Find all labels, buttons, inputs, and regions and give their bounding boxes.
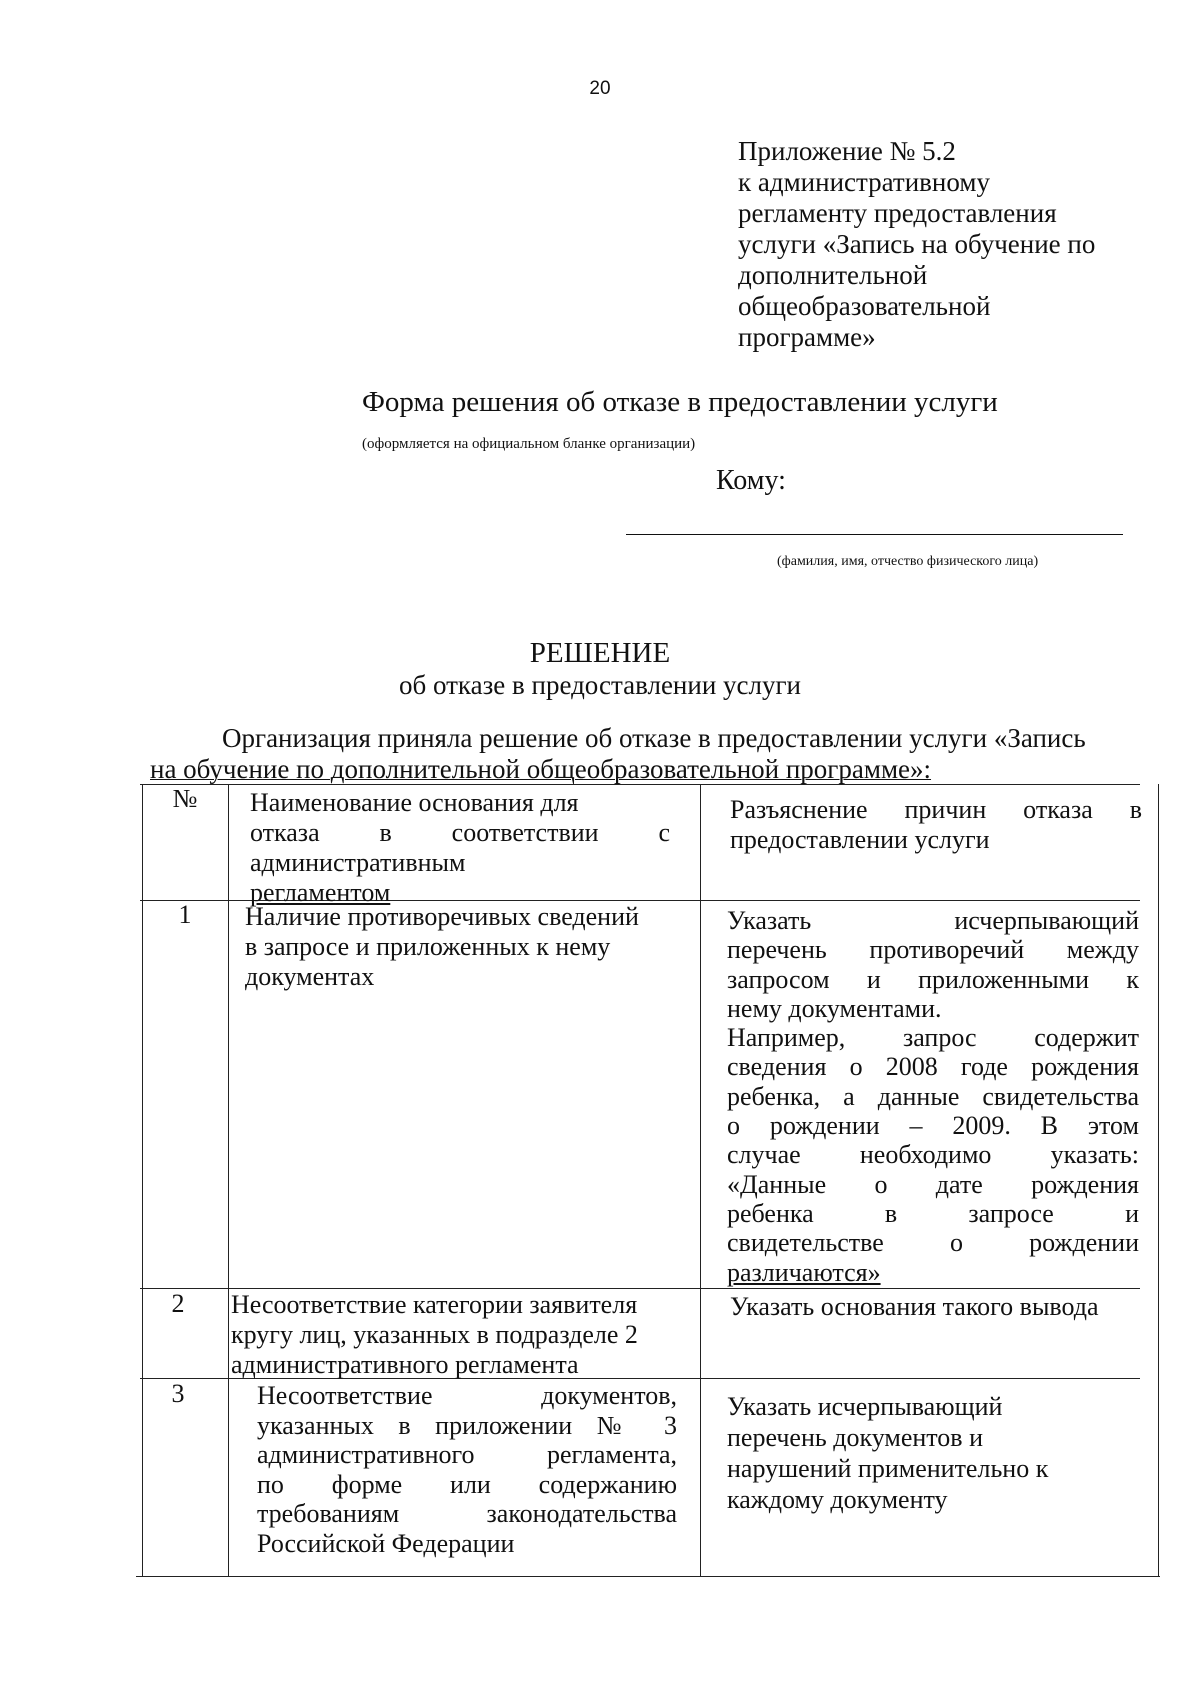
explanation-line: «Данные о дате рождения bbox=[727, 1169, 1139, 1199]
table-border bbox=[1158, 784, 1159, 1576]
intro-line: на обучение по дополнительной общеобразовательной программе»: bbox=[150, 754, 932, 784]
explanation-line: ребенка в запросе и bbox=[727, 1198, 1139, 1228]
appendix-line: программе» bbox=[738, 322, 876, 352]
header-line: регламентом bbox=[250, 878, 391, 907]
explanation-line: Указать исчерпывающий bbox=[727, 906, 1139, 935]
explanation-line: перечень документов и bbox=[727, 1423, 984, 1452]
table-border bbox=[700, 784, 701, 1576]
blank-note: (оформляется на официальном бланке организации) bbox=[362, 436, 696, 452]
table-header-explanation bbox=[730, 795, 1142, 855]
row-reason bbox=[257, 1381, 677, 1558]
table-border bbox=[140, 784, 1140, 785]
row-number: 2 bbox=[171, 1289, 185, 1318]
explanation-line: нарушений применительно к bbox=[727, 1454, 1049, 1483]
reason-line: Наличие противоречивых сведений bbox=[245, 902, 639, 931]
explanation-line: каждому документу bbox=[727, 1485, 948, 1514]
reason-line: в запросе и приложенных к нему bbox=[245, 932, 611, 961]
decision-subtitle: об отказе в предоставлении услуги bbox=[398, 670, 802, 700]
appendix-line: к административному bbox=[738, 167, 990, 197]
explanation-line: нему документами. bbox=[727, 993, 942, 1023]
header-line: предоставлении услуги bbox=[730, 825, 990, 854]
explanation-line: свидетельстве о рождении bbox=[727, 1228, 1139, 1258]
reason-line: Российской Федерации bbox=[257, 1528, 515, 1558]
header-line: Разъяснение причин отказа в bbox=[730, 795, 1142, 824]
explanation-line: Указать основания такого вывода bbox=[730, 1292, 1099, 1321]
explanation-line: различаются» bbox=[727, 1257, 881, 1287]
table-border bbox=[142, 784, 143, 1576]
explanation-line: сведения о 2008 годе рождения bbox=[727, 1052, 1139, 1082]
intro-paragraph bbox=[150, 723, 1140, 785]
explanation-line: Указать исчерпывающий bbox=[727, 1392, 1003, 1421]
recipient-underline bbox=[626, 534, 1123, 535]
reason-line: Несоответствие категории заявителя bbox=[231, 1290, 638, 1319]
row-reason bbox=[245, 902, 675, 992]
row-explanation bbox=[730, 1292, 1150, 1322]
row-explanation bbox=[727, 1391, 1147, 1515]
row-explanation bbox=[727, 906, 1139, 1287]
explanation-line: Например, запрос содержит bbox=[727, 1023, 1139, 1053]
table-border bbox=[228, 784, 229, 1576]
page-number: 20 bbox=[589, 78, 611, 99]
appendix-line: Приложение № 5.2 bbox=[738, 136, 956, 166]
decision-title: РЕШЕНИЕ bbox=[529, 637, 671, 669]
row-reason bbox=[231, 1290, 691, 1380]
header-line: административным bbox=[250, 848, 466, 877]
appendix-line: общеобразовательной bbox=[738, 291, 991, 321]
form-title: Форма решения об отказе в предоставлении услуги bbox=[362, 386, 998, 418]
appendix-line: дополнительной bbox=[738, 260, 928, 290]
recipient-note: (фамилия, имя, отчество физического лица) bbox=[777, 554, 1039, 569]
reason-line: административного регламента bbox=[231, 1350, 579, 1379]
reason-line: Несоответствие документов, bbox=[257, 1381, 677, 1410]
appendix-line: регламенту предоставления bbox=[738, 198, 1057, 228]
reason-line: требованиям законодательства bbox=[257, 1499, 677, 1528]
row-number: 3 bbox=[171, 1379, 185, 1408]
intro-line: Организация приняла решение об отказе в предоставлении услуги «Запись bbox=[222, 723, 1086, 753]
explanation-line: случае необходимо указать: bbox=[727, 1140, 1139, 1170]
header-line: Наименование основания для bbox=[250, 788, 579, 817]
reason-line: документах bbox=[245, 962, 375, 991]
table-border bbox=[140, 1288, 1140, 1289]
reason-line: указанных в приложении № 3 bbox=[257, 1410, 677, 1440]
header-line: отказа в соответствии с bbox=[250, 818, 670, 847]
recipient-label: Кому: bbox=[716, 465, 786, 496]
appendix-caption bbox=[738, 136, 1138, 353]
explanation-line: ребенка, а данные свидетельства bbox=[727, 1081, 1139, 1111]
row-number: 1 bbox=[178, 900, 192, 929]
explanation-line: запросом и приложенными к bbox=[727, 964, 1139, 994]
table-header-reason bbox=[250, 788, 670, 908]
table-header-num: № bbox=[172, 784, 198, 813]
reason-line: кругу лиц, указанных в подразделе 2 bbox=[231, 1320, 638, 1349]
table-border bbox=[136, 1576, 1160, 1577]
appendix-line: услуги «Запись на обучение по bbox=[738, 229, 1096, 259]
reason-line: по форме или содержанию bbox=[257, 1469, 677, 1499]
explanation-line: перечень противоречий между bbox=[727, 935, 1139, 965]
reason-line: административного регламента, bbox=[257, 1440, 677, 1469]
explanation-line: о рождении – 2009. В этом bbox=[727, 1111, 1139, 1141]
